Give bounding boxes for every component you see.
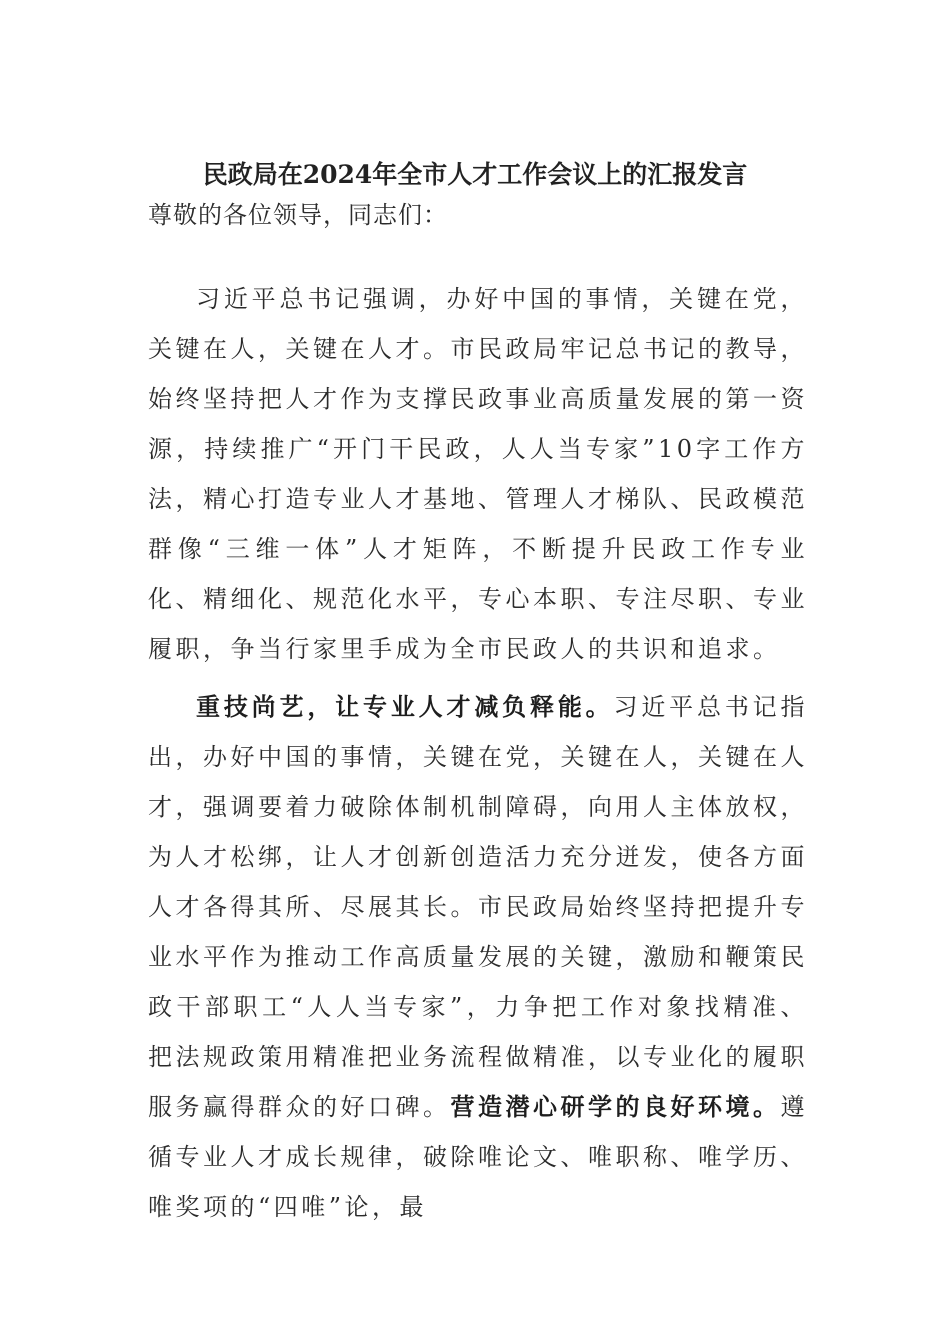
document-title: 民政局在2024年全市人才工作会议上的汇报发言 (202, 160, 748, 189)
paragraph-talent (148, 682, 808, 1232)
section-subheading: 营造潜心研学的良好环境。 (450, 1092, 781, 1121)
section-heading: 重技尚艺，让专业人才减负释能。 (196, 692, 614, 721)
paragraph-intro: 习近平总书记强调，办好中国的事情，关键在党，关键在人，关键在人才。市民政局牢记总书记的教导，始终坚持把人才作为支撑民政事业高质量发展的第一资源，持续推广“开门干民政，人人当专家”10字工作方法，精心打造专业人才基地、管理人才梯队、民政模范群像“三维一体”人才矩阵，不断提升民政工作专业化、精细化、规范化水平，专心本职、专注尽职、专业履职，争当行家里手成为全市民政人的共识和追求。 (148, 285, 808, 663)
salutation: 尊敬的各位领导，同志们： (148, 201, 448, 229)
paragraph-text-continued: 遵循专业人才成长规律，破除唯论文、唯职称、唯学历、唯奖项的“四唯”论，最 (148, 1093, 808, 1221)
paragraph-text: 习近平总书记指出，办好中国的事情，关键在党，关键在人，关键在人才，强调要着力破除体制机制障碍，向用人主体放权，为人才松绑，让人才创新创造活力充分迸发，使各方面人才各得其所、尽展其长。市民政局始终坚持把提升专业水平作为推动工作高质量发展的关键，激励和鞭策民政干部职工“人人当专家”，力争把工作对象找精准、把法规政策用精准把业务流程做精准，以专业化的履职服务赢得群众的好口碑。 (148, 693, 808, 1121)
